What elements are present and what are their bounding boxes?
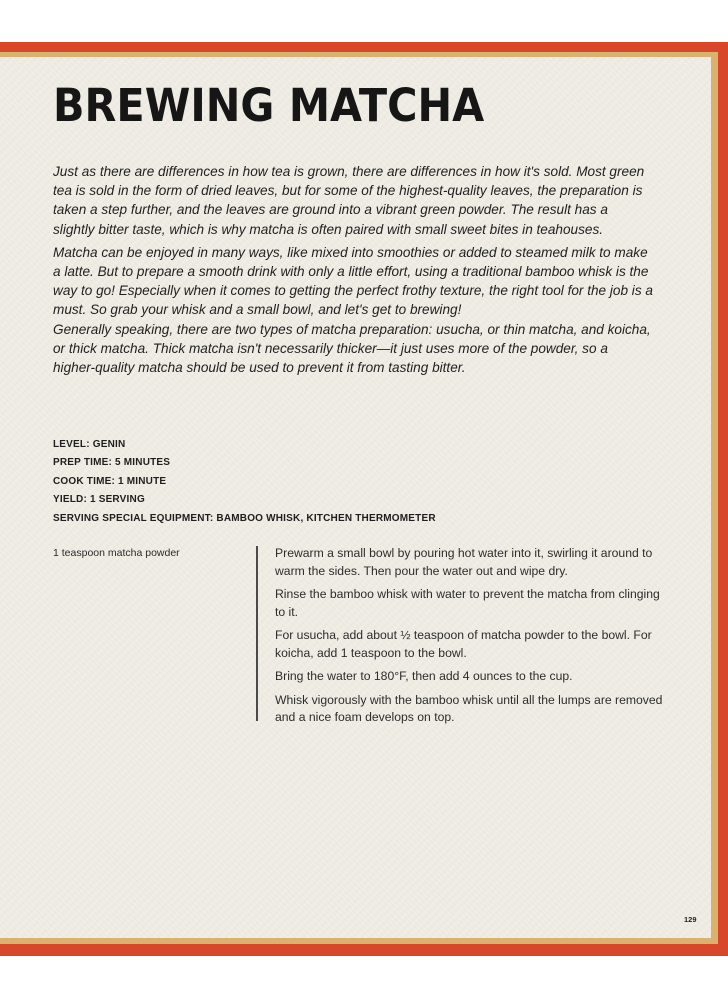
intro-text: [53, 162, 653, 381]
instruction-steps: [275, 545, 665, 733]
recipe-meta: [53, 436, 673, 528]
recipe-title: BREWING MATCHA: [53, 79, 485, 132]
intro-paragraph: Just as there are differences in how tea is grown, there are differences in how it's sold. Most green tea is sold in the form of dried leaves, but for some of the highest-quality leaves, the preparation is taken a step further, and the leaves are ground into a vibrant green powder. The result has a slightly bitter taste, which is why matcha is often paired with small sweet bites in teahouses.: [53, 164, 645, 237]
meta-equipment: SERVING SPECIAL EQUIPMENT: BAMBOO WHISK, KITCHEN THERMOMETER: [53, 512, 436, 524]
step-item: Prewarm a small bowl by pouring hot water into it, swirling it around to warm the sides. Then pour the water out and wipe dry.: [275, 546, 653, 578]
step-item: Bring the water to 180°F, then add 4 ounces to the cup.: [275, 669, 573, 683]
intro-paragraph: Matcha can be enjoyed in many ways, like mixed into smoothies or added to steamed milk to make a latte. But to prepare a smooth drink with only a little effort, using a traditional bamboo whisk is the way to go! Especially when it comes to getting the perfect frothy texture, the right tool for the job is a must. So grab your whisk and a small bowl, and let's get to brewing!: [53, 244, 653, 318]
column-divider: [256, 546, 258, 721]
ingredient-list: [53, 546, 243, 560]
page-number: 129: [684, 915, 697, 924]
ingredient-item: 1 teaspoon matcha powder: [53, 547, 180, 559]
meta-cook-time: COOK TIME: 1 MINUTE: [53, 475, 167, 487]
step-item: Rinse the bamboo whisk with water to prevent the matcha from clinging to it.: [275, 587, 660, 619]
intro-paragraph: Generally speaking, there are two types of matcha preparation: usucha, or thin matcha, and koicha, or thick matcha. Thick matcha isn't necessarily thicker—it just uses more of the powder, so a higher-quality matcha should be used to prevent it from tasting bitter.: [53, 321, 651, 376]
step-item: For usucha, add about ½ teaspoon of matcha powder to the bowl. For koicha, add 1 teaspoon to the bowl.: [275, 628, 652, 660]
meta-prep-time: PREP TIME: 5 MINUTES: [53, 457, 171, 469]
meta-yield: YIELD: 1 SERVING: [53, 494, 145, 506]
meta-level: LEVEL: GENIN: [53, 439, 126, 450]
step-item: Whisk vigorously with the bamboo whisk until all the lumps are removed and a nice foam develops on top.: [275, 692, 663, 724]
